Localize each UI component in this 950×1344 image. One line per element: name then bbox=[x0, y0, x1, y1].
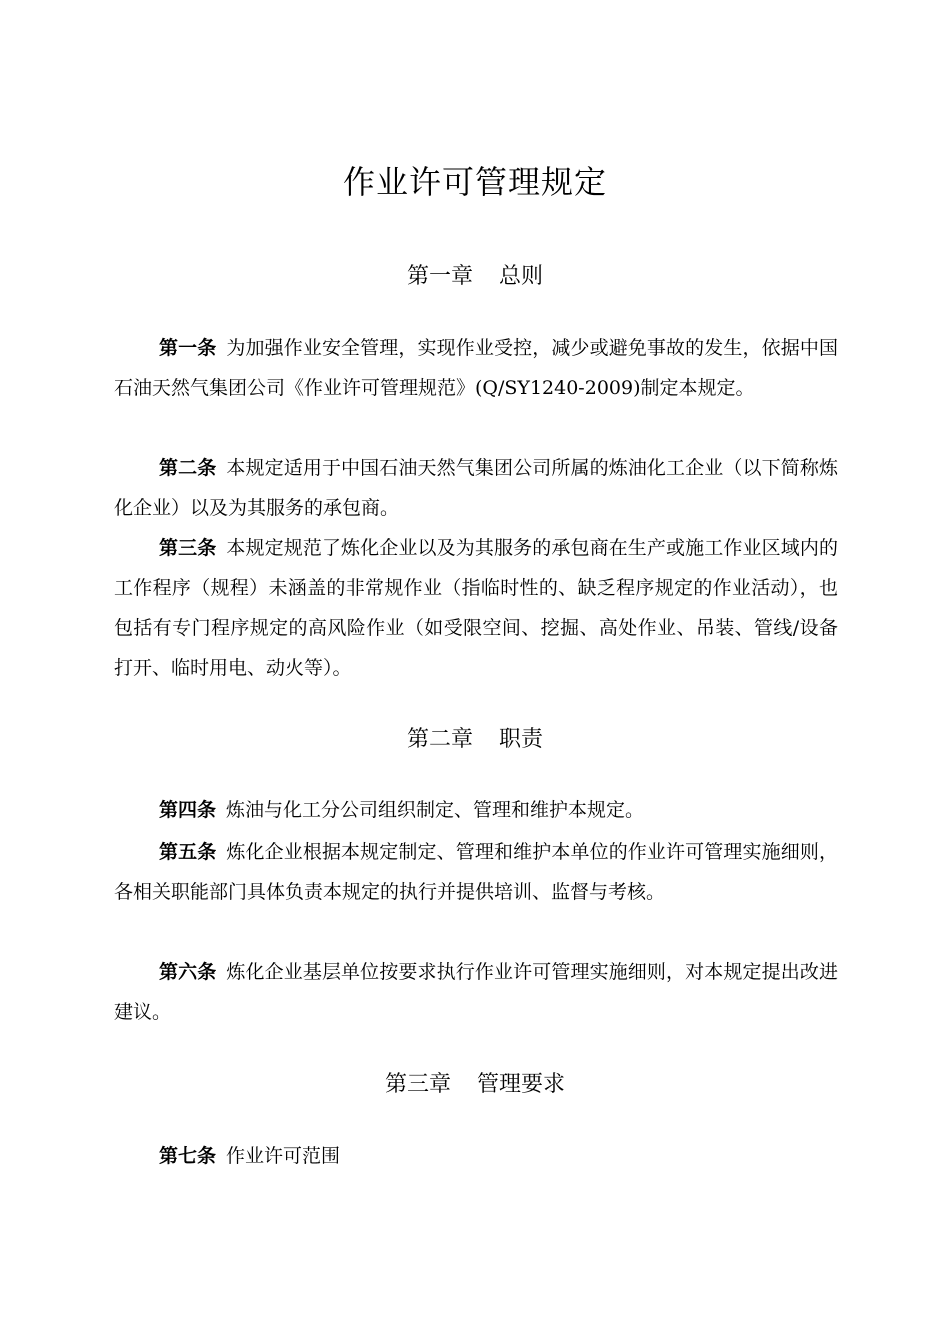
article-number: 第四条 bbox=[159, 799, 217, 821]
article-number: 第七条 bbox=[159, 1145, 217, 1167]
document-title: 作业许可管理规定 bbox=[342, 163, 607, 201]
chapter-heading-2 bbox=[0, 725, 950, 755]
chapter-heading-1 bbox=[0, 262, 950, 292]
article-3 bbox=[114, 528, 838, 688]
article-number: 第五条 bbox=[159, 841, 217, 863]
article-2 bbox=[114, 448, 838, 528]
article-text: 为加强作业安全管理，实现作业受控，减少或避免事故的发生，依据中国石油天然气集团公司《作业许可管理规范》(Q/SY1240-2009)制定本规定。 bbox=[114, 337, 838, 399]
article-number: 第六条 bbox=[159, 961, 217, 983]
article-1 bbox=[114, 328, 838, 408]
article-6 bbox=[114, 952, 838, 1032]
chapter-number: 第三章 bbox=[384, 1072, 451, 1097]
chapter-number: 第一章 bbox=[406, 264, 473, 289]
article-text: 作业许可范围 bbox=[226, 1145, 341, 1167]
chapter-name: 管理要求 bbox=[477, 1072, 566, 1097]
chapter-heading-3 bbox=[0, 1070, 950, 1100]
article-text: 炼油与化工分公司组织制定、管理和维护本规定。 bbox=[226, 799, 645, 821]
article-7 bbox=[114, 1136, 838, 1176]
article-text: 炼化企业基层单位按要求执行作业许可管理实施细则，对本规定提出改进建议。 bbox=[114, 961, 838, 1023]
chapter-name: 职责 bbox=[499, 727, 544, 752]
chapter-number: 第二章 bbox=[406, 727, 473, 752]
article-text: 炼化企业根据本规定制定、管理和维护本单位的作业许可管理实施细则，各相关职能部门具体负责本规定的执行并提供培训、监督与考核。 bbox=[114, 841, 838, 903]
article-text: 本规定适用于中国石油天然气集团公司所属的炼油化工企业（以下简称炼化企业）以及为其服务的承包商。 bbox=[114, 457, 838, 519]
article-text: 本规定规范了炼化企业以及为其服务的承包商在生产或施工作业区域内的工作程序（规程）未涵盖的非常规作业（指临时性的、缺乏程序规定的作业活动），也包括有专门程序规定的高风险作业（如受限空间、挖掘、高处作业、吊装、管线/设备打开、临时用电、动火等）。 bbox=[114, 537, 838, 679]
chapter-name: 总则 bbox=[499, 264, 544, 289]
article-number: 第三条 bbox=[159, 537, 217, 559]
article-number: 第二条 bbox=[159, 457, 217, 479]
article-number: 第一条 bbox=[159, 337, 217, 359]
article-5 bbox=[114, 832, 838, 912]
article-4 bbox=[114, 790, 838, 830]
